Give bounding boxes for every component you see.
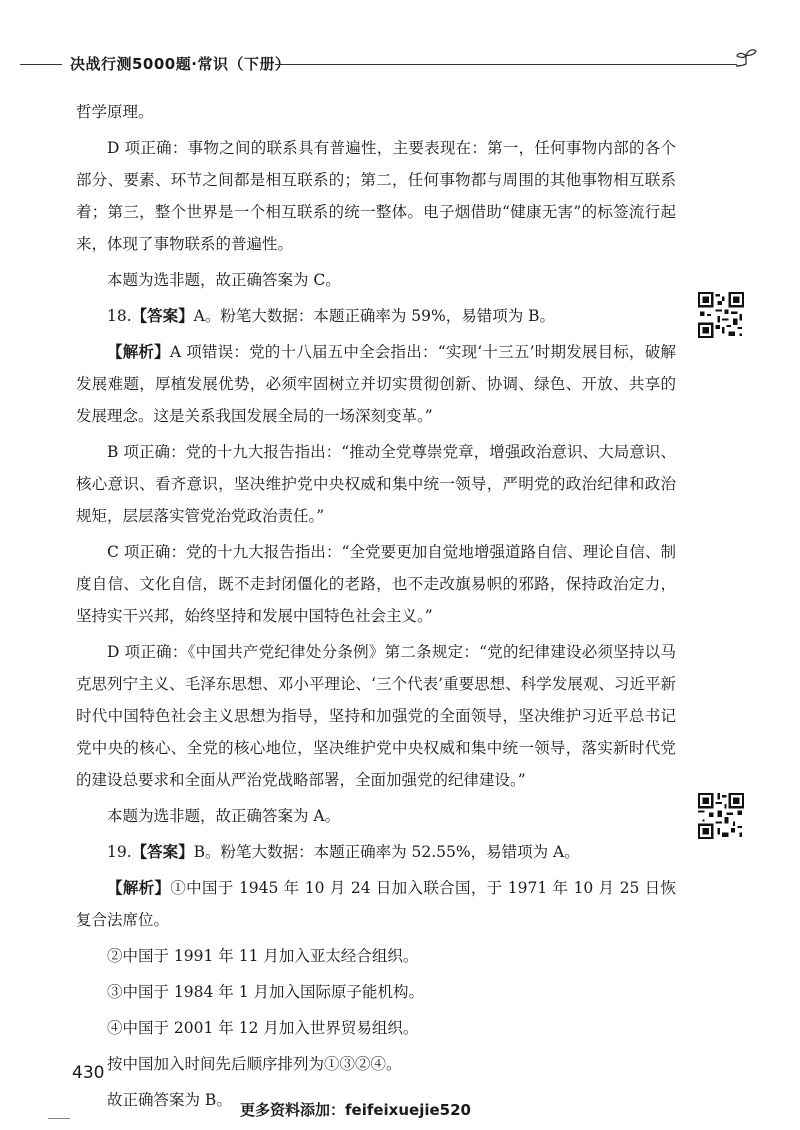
- qr-code-icon[interactable]: [698, 793, 744, 839]
- running-header: [20, 44, 755, 76]
- qr-code-icon[interactable]: [698, 292, 744, 338]
- question-18-number: 18.: [107, 307, 132, 325]
- analysis-label: 【解析】: [107, 879, 171, 897]
- order-statement: 按中国加入时间先后顺序排列为①③②④。: [107, 1055, 402, 1073]
- footer-note: 更多资料添加：feifeixuejie520: [240, 1101, 471, 1119]
- paragraph-d-option-18: D 项正确：《中国共产党纪律处分条例》第二条规定：“党的纪律建设必须坚持以马克思列宁主义、毛泽东思想、邓小平理论、‘三个代表’重要思想、科学发展观、习近平新时代中国特色社会主义思想为指导，坚持和加强党的全面领导，坚决维护习近平总书记党中央的核心、全党的核心地位，坚决维护党中央权威和集中统一领导，落实新时代党的建设总要求和全面从严治党战略部署，全面加强党的纪律建设。”: [76, 643, 676, 789]
- question-18-analysis-text: A 项错误：党的十八届五中全会指出：“实现‘十三五’时期发展目标，破解发展难题，厚植发展优势，必须牢固树立并切实贯彻创新、协调、绿色、开放、共享的发展理念。这是关系我国发展全局的一场深刻变革。”: [76, 343, 676, 425]
- answer-label: 【答案】: [131, 843, 194, 861]
- question-18-analysis: [76, 336, 676, 432]
- question-18-answer: [76, 300, 676, 332]
- paragraph-d-option: D 项正确：事物之间的联系具有普遍性，主要表现在：第一，任何事物内部的各个部分、要素、环节之间都是相互联系的；第二，任何事物都与周围的其他事物相互联系着；第三，整个世界是一个相互联系的统一整体。电子烟借助“健康无害”的标签流行起来，体现了事物联系的普遍性。: [76, 139, 676, 253]
- list-item: ③中国于 1984 年 1 月加入国际原子能机构。: [107, 983, 425, 1001]
- paragraph-answer-17: 本题为选非题，故正确答案为 C。: [107, 271, 341, 289]
- answer-label: 【答案】: [131, 307, 194, 325]
- question-19-number: 19.: [107, 843, 132, 861]
- paragraph-1: 哲学原理。: [76, 103, 154, 121]
- divider: [48, 1118, 70, 1119]
- analysis-label: 【解析】: [107, 343, 170, 361]
- header-title: 决战行测5000题·常识（下册）: [70, 55, 291, 73]
- question-19-analysis-text: ①中国于 1945 年 10 月 24 日加入联合国，于 1971 年 10 月 25 日恢复合法席位。: [76, 879, 676, 929]
- paragraph-c-option: C 项正确：党的十九大报告指出：“全党要更加自觉地增强道路自信、理论自信、制度自信、文化自信，既不走封闭僵化的老路，也不走改旗易帜的邪路，保持政治定力，坚持实干兴邦，始终坚持和发展中国特色社会主义。”: [76, 543, 676, 625]
- final-answer: 故正确答案为 B。: [107, 1091, 232, 1109]
- paragraph-answer-18: 本题为选非题，故正确答案为 A。: [107, 807, 341, 825]
- header-rule-right: [275, 64, 737, 65]
- list-item: ②中国于 1991 年 11 月加入亚太经合组织。: [107, 947, 419, 965]
- paragraph-b-option: B 项正确：党的十九大报告指出：“推动全党尊崇党章，增强政治意识、大局意识、核心意识、看齐意识，坚决维护党中央权威和集中统一领导，严明党的政治纪律和政治规矩，层层落实管党治党政治责任。”: [76, 443, 676, 525]
- question-18-answer-text: A。粉笔大数据：本题正确率为 59%，易错项为 B。: [193, 307, 556, 325]
- question-19-analysis: [76, 872, 676, 936]
- page-body: [76, 96, 676, 1120]
- question-19-answer: [76, 836, 676, 868]
- list-item: ④中国于 2001 年 12 月加入世界贸易组织。: [107, 1019, 419, 1037]
- question-19-answer-text: B。粉笔大数据：本题正确率为 52.55%，易错项为 A。: [193, 843, 580, 861]
- header-rule-left: [20, 64, 62, 65]
- sprout-icon: [732, 44, 762, 74]
- page-number: 430: [72, 1063, 105, 1083]
